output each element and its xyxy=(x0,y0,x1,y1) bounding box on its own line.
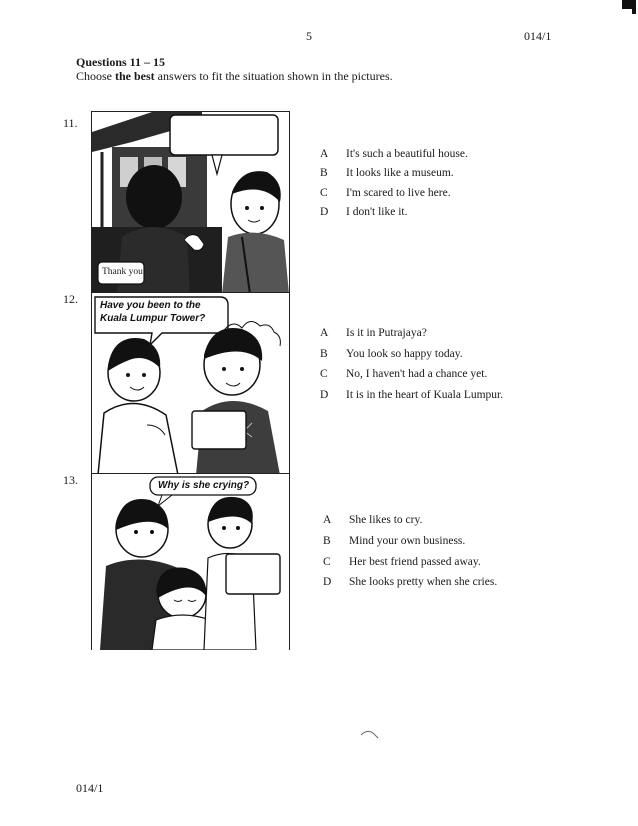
picture-panel-13 xyxy=(91,473,290,650)
option-12-c: C No, I haven't had a chance yet. xyxy=(320,368,488,380)
section-heading: Questions 11 – 15 xyxy=(76,55,166,69)
option-12-b: B You look so happy today. xyxy=(320,348,463,360)
bubble-text-12-line1: Have you been to the xyxy=(100,300,201,311)
option-13-d: D She looks pretty when she cries. xyxy=(323,576,498,588)
scan-corner-mark xyxy=(632,0,636,14)
option-12-a: A Is it in Putrajaya? xyxy=(320,327,427,339)
bubble-text-13: Why is she crying? xyxy=(158,480,250,491)
option-13-c: C Her best friend passed away. xyxy=(323,556,481,568)
option-13-b: B Mind your own business. xyxy=(323,535,466,547)
question-number-13: 13. xyxy=(63,473,78,487)
section-instruction: Choose the best answers to fit the situation shown in the pictures. xyxy=(76,69,393,83)
bubble-text-11: Thank you. xyxy=(102,267,146,277)
page-number: 5 xyxy=(306,29,312,43)
option-11-d: D I don't like it. xyxy=(320,206,408,218)
paper-code-bottom: 014/1 xyxy=(76,781,104,795)
question-number-11: 11. xyxy=(63,116,78,130)
picture-panel-11 xyxy=(91,111,290,295)
paper-code-top: 014/1 xyxy=(524,29,552,43)
question-number-12: 12. xyxy=(63,292,78,306)
bubble-text-12-line2: Kuala Lumpur Tower? xyxy=(100,313,206,324)
scan-artifact-mark xyxy=(360,728,380,742)
option-12-d: D It is in the heart of Kuala Lumpur. xyxy=(320,389,504,401)
option-13-a: A She likes to cry. xyxy=(323,514,423,526)
option-11-a: A It's such a beautiful house. xyxy=(320,148,468,160)
option-11-c: C I'm scared to live here. xyxy=(320,187,451,199)
option-11-b: B It looks like a museum. xyxy=(320,167,454,179)
picture-panel-12 xyxy=(91,292,290,476)
panel-13-illustration xyxy=(92,474,289,650)
